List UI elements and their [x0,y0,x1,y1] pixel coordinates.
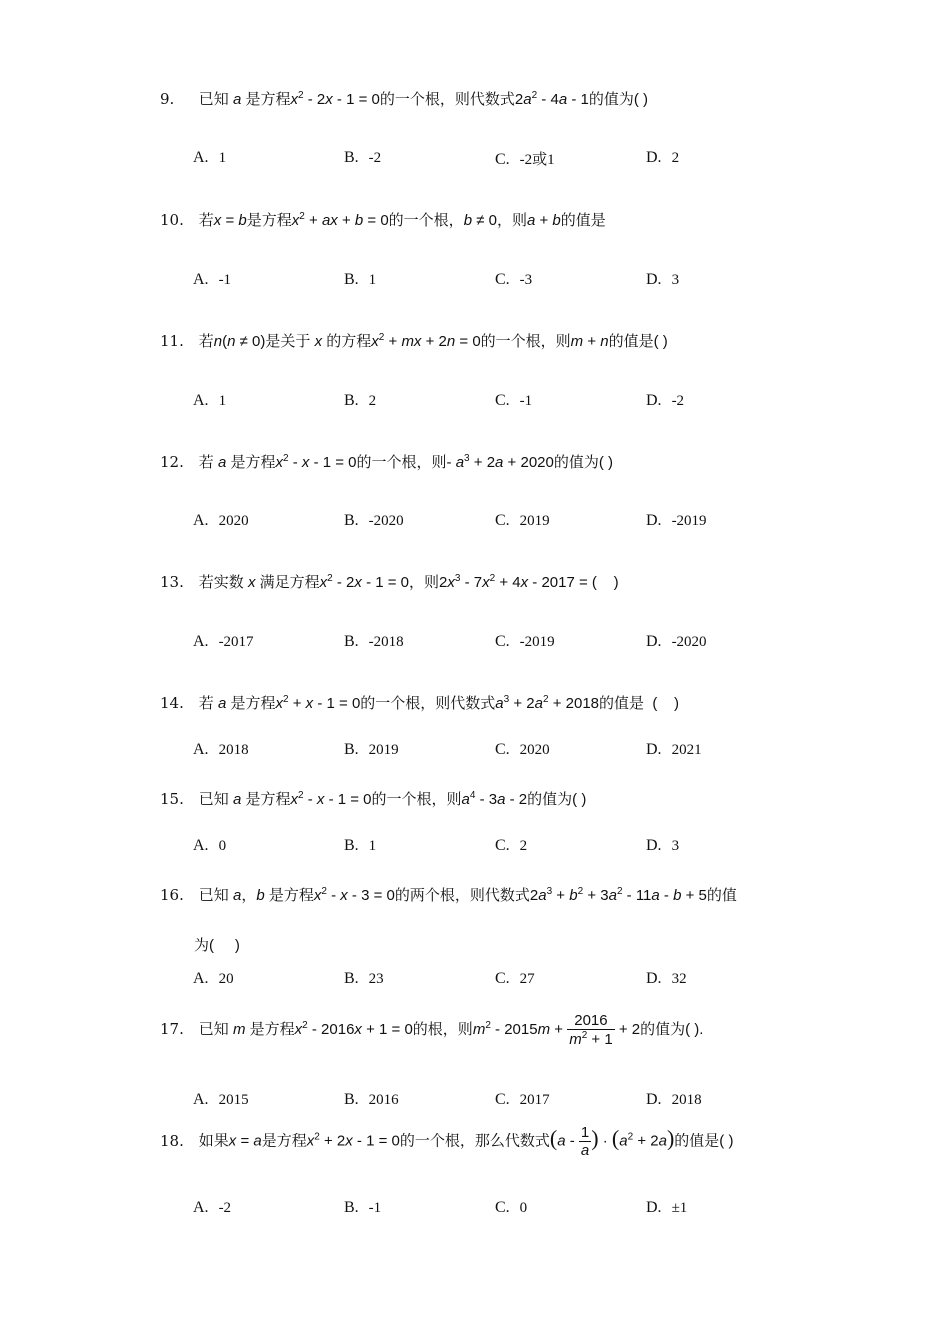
option-label: D. [646,392,662,409]
option-label: A. [193,149,209,166]
option-value: -2020 [368,513,404,529]
option-value: 2015 [218,1092,249,1108]
option-value: 2019 [519,513,550,529]
q13-option-a[interactable] [193,632,254,651]
q11-option-a[interactable] [193,391,226,410]
q12-option-a[interactable] [193,511,249,530]
option-value: 1 [218,393,227,409]
q11-text-5: 的值是 [608,332,654,350]
option-label: D. [646,149,662,166]
option-label: B. [344,512,359,529]
option-label: D. [646,837,662,854]
option-label: B. [344,271,359,288]
question-16: 16. 已知 a，b 是方程$x^2 - x - 3 = 0$的两个根，则代数式$2a^3 + b^2 + 3a^2 - 11a - b + 5$的值 [160,886,737,904]
q15-option-c[interactable] [495,836,527,855]
option-label: D. [646,1199,662,1216]
question-number: 16. [160,886,184,904]
option-value: -1 [368,1200,382,1216]
option-label: B. [344,837,359,854]
q14-option-d[interactable] [646,740,702,759]
q14-text-4: 的值是 [599,694,645,712]
question-number: 10. [160,211,184,229]
q18-text-1: 如果 [198,1131,229,1150]
question-18: 18. 如果x = a是方程$x^2 + 2x - 1 = 0$的一个根，那么代数式(a - $\frac{1}{a}$ ) · $(a^2 + 2a)$的值是( ) [160,1124,734,1159]
q17-text-3: 的根，则 [412,1020,473,1038]
option-label: C. [495,512,510,529]
option-label: B. [344,392,359,409]
q16-option-d[interactable] [646,969,687,988]
option-value: -2 [218,1200,232,1216]
q12-option-b[interactable] [344,511,404,530]
q13-option-b[interactable] [344,632,404,651]
option-label: A. [193,633,209,650]
fraction: $\frac{2016}{m^2 + 1}$ [569,1012,613,1048]
q17-option-a[interactable] [193,1090,249,1109]
q18-text-2: 是方程 [261,1131,307,1150]
option-value: 23 [368,971,384,987]
q15-text-1: 已知 [198,790,229,808]
option-label: B. [344,970,359,987]
q10-text-4: ，则 [496,211,527,229]
option-value: -2018 [368,634,404,650]
q9-text-3: 的一个根，则代数式 [379,90,515,108]
option-value: 2 [519,838,528,854]
question-number: 13. [160,573,184,591]
question-number: 14. [160,694,184,712]
q13-option-d[interactable] [646,632,707,651]
q11-option-d[interactable] [646,391,684,410]
q10-option-a[interactable] [193,270,231,289]
option-value: 3 [671,272,680,288]
option-value: 0 [519,1200,528,1216]
option-label: D. [646,271,662,288]
question-15: 15. 已知 a 是方程$x^2 - x - 1 = 0$的一个根，则$a^4 - 3a - 2$的值为( ) [160,790,587,808]
option-label: A. [193,512,209,529]
q10-option-c[interactable] [495,270,532,289]
q13-option-c[interactable] [495,632,555,651]
q13-text-1: 若实数 [198,573,244,591]
q17-text-4: 的值为 [640,1020,686,1038]
question-number: 9. [160,90,175,108]
q15-text-4: 的值为 [527,790,573,808]
option-value: 2021 [671,742,702,758]
option-label: B. [344,1199,359,1216]
option-value: 2020 [218,513,249,529]
q12-text-3: 的一个根，则 [356,453,447,471]
option-value: 2020 [519,742,550,758]
option-value: 2019 [368,742,399,758]
q16-option-b[interactable] [344,969,384,988]
option-value: 20 [218,971,234,987]
q11-option-c[interactable] [495,391,532,410]
option-label: D. [646,1091,662,1108]
option-value: 1 [368,272,377,288]
q17-text-2: 是方程 [249,1020,295,1038]
q9-option-d[interactable] [646,148,679,167]
q17-option-c[interactable] [495,1090,550,1109]
q11-option-b[interactable] [344,391,376,410]
q17-option-d[interactable] [646,1090,702,1109]
option-value: 2018 [671,1092,702,1108]
q16-text-2: ， [241,886,257,904]
q14-text-3: 的一个根，则代数式 [360,694,496,712]
fraction: $\frac{1}{a}$ [580,1124,590,1159]
question-12: 12. 若 a 是方程$x^2 - x - 1 = 0$的一个根，则- $a^3 + 2a + 2020$的值为( ) [160,453,614,471]
option-label: B. [344,741,359,758]
option-value: -2 [368,150,382,166]
option-value: 3 [671,838,680,854]
option-label: C. [495,151,510,168]
q18-option-a[interactable] [193,1198,231,1217]
q10-text-5: 的值是 [560,211,606,229]
q18-text-4: 的值是 [674,1131,720,1150]
option-label: B. [344,149,359,166]
option-value: 0 [218,838,227,854]
question-number: 11. [160,332,184,350]
q18-text-3: 的一个根，那么代数式 [399,1131,550,1150]
q14-option-c[interactable] [495,740,550,759]
q9-text-1: 已知 [198,90,229,108]
option-label: A. [193,392,209,409]
option-value: -2017 [218,634,254,650]
option-value: -1 [519,393,533,409]
option-label: C. [495,837,510,854]
q9-text-4: 的值为 [588,90,634,108]
q14-option-a[interactable] [193,740,249,759]
option-label: A. [193,837,209,854]
option-label: D. [646,633,662,650]
q14-option-b[interactable] [344,740,399,759]
question-number: 15. [160,790,184,808]
q14-text-1: 若 [198,694,214,712]
option-value: 2 [368,393,377,409]
q18-option-c[interactable] [495,1198,527,1217]
option-label: A. [193,1091,209,1108]
q10-option-b[interactable] [344,270,376,289]
option-label: D. [646,970,662,987]
question-13: 13. 若实数 x 满足方程$x^2 - 2x - 1 = 0$，则$2x^3 - 7x^2 + 4x - 2017$ = ( ) [160,573,619,591]
q18-option-b[interactable] [344,1198,381,1217]
option-value: -1 [218,272,232,288]
q17-text-1: 已知 [198,1020,229,1038]
option-value: -2 [671,393,685,409]
q13-text-3: ，则 [409,573,440,591]
option-label: C. [495,741,510,758]
option-label: D. [646,512,662,529]
option-value: 1 [368,838,377,854]
option-value: -2020 [671,634,707,650]
q16-text-5: 的值 [706,886,737,904]
option-value: 1 [218,150,227,166]
q11-text-2: 是关于 [265,332,311,350]
q15-text-3: 的一个根，则 [371,790,462,808]
option-value: 2017 [519,1092,550,1108]
q14-text-2: 是方程 [230,694,276,712]
q10-text-2: 是方程 [246,211,292,229]
q16-option-a[interactable] [193,969,234,988]
q15-option-b[interactable] [344,836,376,855]
option-value: -2或1 [519,152,555,168]
q16-option-c[interactable] [495,969,535,988]
q9-option-b[interactable] [344,148,381,167]
option-label: C. [495,392,510,409]
q15-text-2: 是方程 [245,790,291,808]
option-value: 32 [671,971,687,987]
q10-text-1: 若 [198,211,214,229]
q12-text-4: 的值为 [553,453,599,471]
q15-option-a[interactable] [193,836,226,855]
question-number: 12. [160,453,184,471]
option-label: C. [495,271,510,288]
option-label: A. [193,1199,209,1216]
q11-text-4: 的一个根，则 [480,332,571,350]
q12-option-d[interactable] [646,511,707,530]
q18-option-d[interactable] [646,1198,687,1217]
option-label: C. [495,633,510,650]
q9-option-c[interactable] [495,148,555,169]
option-label: B. [344,633,359,650]
q16-text-1: 已知 [198,886,229,904]
option-label: A. [193,271,209,288]
question-number: 18. [160,1131,184,1150]
option-label: D. [646,741,662,758]
option-label: A. [193,970,209,987]
question-11: 11. 若n(n ≠ 0)是关于 x 的方程$x^2$ + mx + 2n = 0的一个根，则m + n的值是( ) [160,332,668,350]
option-label: C. [495,1199,510,1216]
option-label: A. [193,741,209,758]
q11-text-1: 若 [198,332,214,350]
q13-text-2: 满足方程 [259,573,320,591]
q9-option-a[interactable] [193,148,226,167]
option-value: -2019 [519,634,555,650]
option-value: 2018 [218,742,249,758]
q16-text-3: 是方程 [268,886,314,904]
question-number: 17. [160,1020,184,1038]
q10-option-d[interactable] [646,270,679,289]
q12-option-c[interactable] [495,511,550,530]
question-16-continued: 为( ) [194,936,240,954]
option-value: 2016 [368,1092,399,1108]
option-label: C. [495,1091,510,1108]
option-value: 27 [519,971,535,987]
q12-text-2: 是方程 [230,453,276,471]
question-14: 14. 若 a 是方程$x^2 + x - 1 = 0$的一个根，则代数式$a^3 + 2a^2 + 2018$的值是 ( ) [160,694,680,712]
q10-text-3: 的一个根， [388,211,464,229]
option-value: -2019 [671,513,707,529]
option-value: -3 [519,272,533,288]
option-label: B. [344,1091,359,1108]
question-9: 9. 已知 a 是方程$x^2 - 2x - 1 = 0$的一个根，则代数式$2a^2 - 4a - 1$的值为( ) [160,90,649,108]
option-value: 2 [671,150,680,166]
q17-option-b[interactable] [344,1090,399,1109]
q9-text-2: 是方程 [245,90,291,108]
q11-text-3: 的方程 [326,332,372,350]
option-label: C. [495,970,510,987]
q15-option-d[interactable] [646,836,679,855]
q12-text-1: 若 [198,453,214,471]
option-value: ±1 [671,1200,688,1216]
q16-text-4: 的两个根，则代数式 [394,886,530,904]
question-17: 17. 已知 m 是方程$x^2 - 2016x + 1 = 0$的根，则$m^2 - 2015m$ + $\frac{2016}{m^2 + 1}$ + 2的值为( ). [160,1012,704,1048]
question-10: 10. 若x = b是方程$x^2$ + ax + b = 0的一个根，b ≠ 0，则a + b的值是 [160,211,606,229]
q16-text-6: 为 [194,936,210,954]
